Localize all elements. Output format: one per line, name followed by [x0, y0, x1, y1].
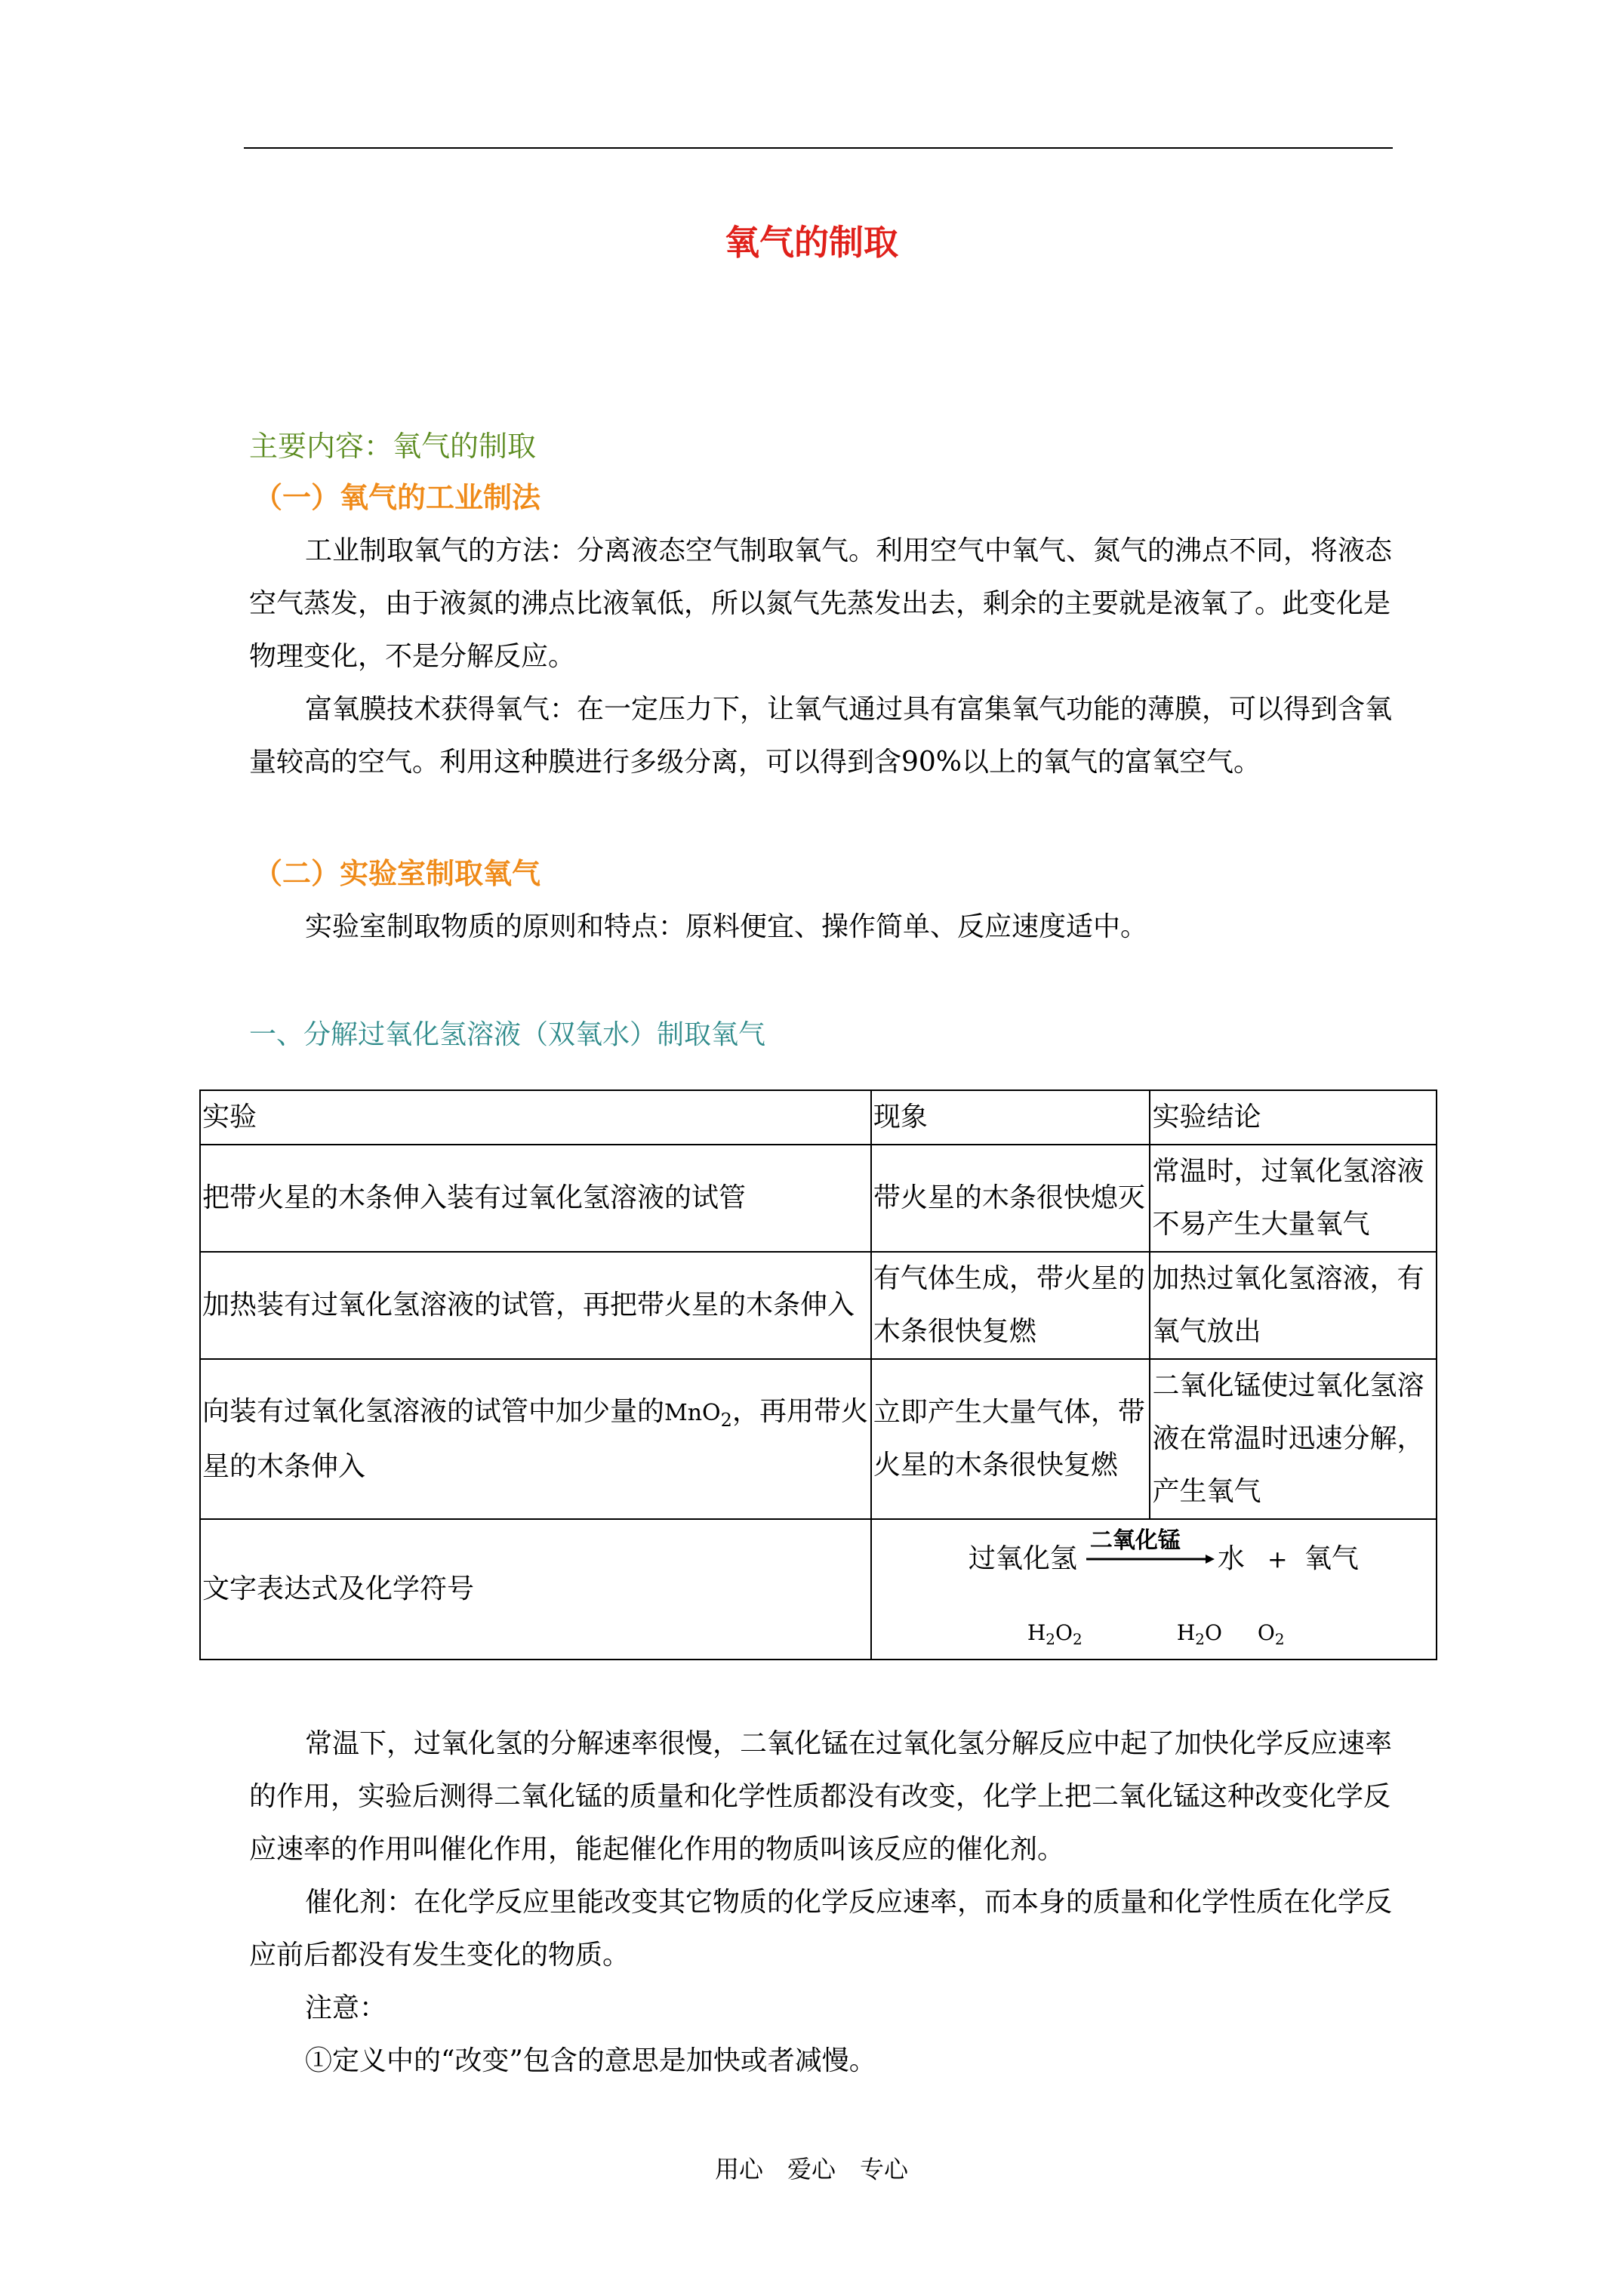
note-label: 注意：	[305, 1992, 387, 2023]
main-content-heading: 主要内容：氧气的制取	[249, 430, 537, 463]
table-header-cell: 实验结论	[1150, 1090, 1437, 1145]
section-2-paragraph-1: 实验室制取物质的原则和特点：原料便宜、操作简单、反应速度适中。	[305, 911, 1148, 942]
section-1-paragraph-2: 富氧膜技术获得氧气：在一定压力下，让氧气通过具有富集氧气功能的薄膜，可以得到含氧量较高的空气。利用这种膜进行多级分离，可以得到含90%以上的氧气的富氧空气。	[249, 694, 1393, 778]
table-cell: 加热装有过氧化氢溶液的试管，再把带火星的木条伸入	[200, 1252, 871, 1359]
table-cell: 常温时，过氧化氢溶液不易产生大量氧气	[1150, 1145, 1437, 1252]
catalysis-paragraph: 常温下，过氧化氢的分解速率很慢，二氧化锰在过氧化氢分解反应中起了加快化学反应速率的作用，实验后测得二氧化锰的质量和化学性质都没有改变，化学上把二氧化锰这种改变化学反应速率的作用叫催化作用，能起催化作用的物质叫该反应的催化剂。	[249, 1728, 1393, 1865]
product-water-label: 水	[1217, 1543, 1245, 1574]
table-cell: 把带火星的木条伸入装有过氧化氢溶液的试管	[200, 1145, 871, 1252]
page-title: 氧气的制取	[725, 222, 898, 263]
note-item-1: ①定义中的“改变”包含的意思是加快或者减慢。	[305, 2045, 876, 2076]
word-equation-cell	[871, 1519, 1437, 1660]
table-row	[200, 1519, 1437, 1660]
table-header-cell: 现象	[871, 1090, 1150, 1145]
mno2-formula: MnO	[664, 1399, 721, 1426]
table-header-cell: 实验	[200, 1090, 871, 1145]
reactant-label: 过氧化氢	[968, 1543, 1077, 1574]
formula-o2: $O_2$	[1257, 1620, 1285, 1648]
table-row	[200, 1145, 1437, 1252]
catalyst-definition-paragraph: 催化剂：在化学反应里能改变其它物质的化学反应速率，而本身的质量和化学性质在化学反应前后都没有发生变化的物质。	[249, 1887, 1393, 1971]
section-1-heading: （一）氧气的工业制法	[254, 480, 541, 514]
table-row	[200, 1359, 1437, 1519]
plus-sign: +	[1267, 1545, 1288, 1573]
table-cell: 有气体生成，带火星的木条很快复燃	[871, 1252, 1150, 1359]
page-footer: 用心 爱心 专心	[714, 2155, 908, 2184]
formula-h2o: $H_2O$	[1176, 1620, 1222, 1648]
table-row	[200, 1252, 1437, 1359]
header-rule	[244, 147, 1393, 149]
section-1-paragraph-1: 工业制取氧气的方法：分离液态空气制取氧气。利用空气中氧气、氮气的沸点不同，将液态空气蒸发，由于液氮的沸点比液氧低，所以氮气先蒸发出去，剩余的主要就是液氧了。此变化是物理变化，不是分解反应。	[249, 535, 1393, 672]
table-cell: 向装有过氧化氢溶液的试管中加少量的MnO$_2$，再用带火星的木条伸入	[200, 1359, 871, 1519]
table-cell: 二氧化锰使过氧化氢溶液在常温时迅速分解，产生氧气	[1150, 1359, 1437, 1519]
table-cell: 带火星的木条很快熄灭	[871, 1145, 1150, 1252]
catalyst-label: 二氧化锰	[1089, 1527, 1181, 1554]
word-equation	[873, 1521, 1434, 1657]
product-oxygen-label: 氧气	[1304, 1543, 1359, 1574]
table-header-row	[200, 1090, 1437, 1145]
table-cell: 文字表达式及化学符号	[200, 1519, 871, 1660]
section-2-heading: （二）实验室制取氧气	[254, 856, 541, 890]
experiment-table	[199, 1089, 1437, 1660]
table-cell: 立即产生大量气体，带火星的木条很快复燃	[871, 1359, 1150, 1519]
subsection-1-heading: 一、分解过氧化氢溶液（双氧水）制取氧气	[249, 1019, 766, 1050]
reaction-arrow-icon	[1086, 1552, 1215, 1567]
formula-h2o2: $H_2O_2$	[1027, 1620, 1083, 1648]
table-cell: 加热过氧化氢溶液，有氧气放出	[1150, 1252, 1437, 1359]
